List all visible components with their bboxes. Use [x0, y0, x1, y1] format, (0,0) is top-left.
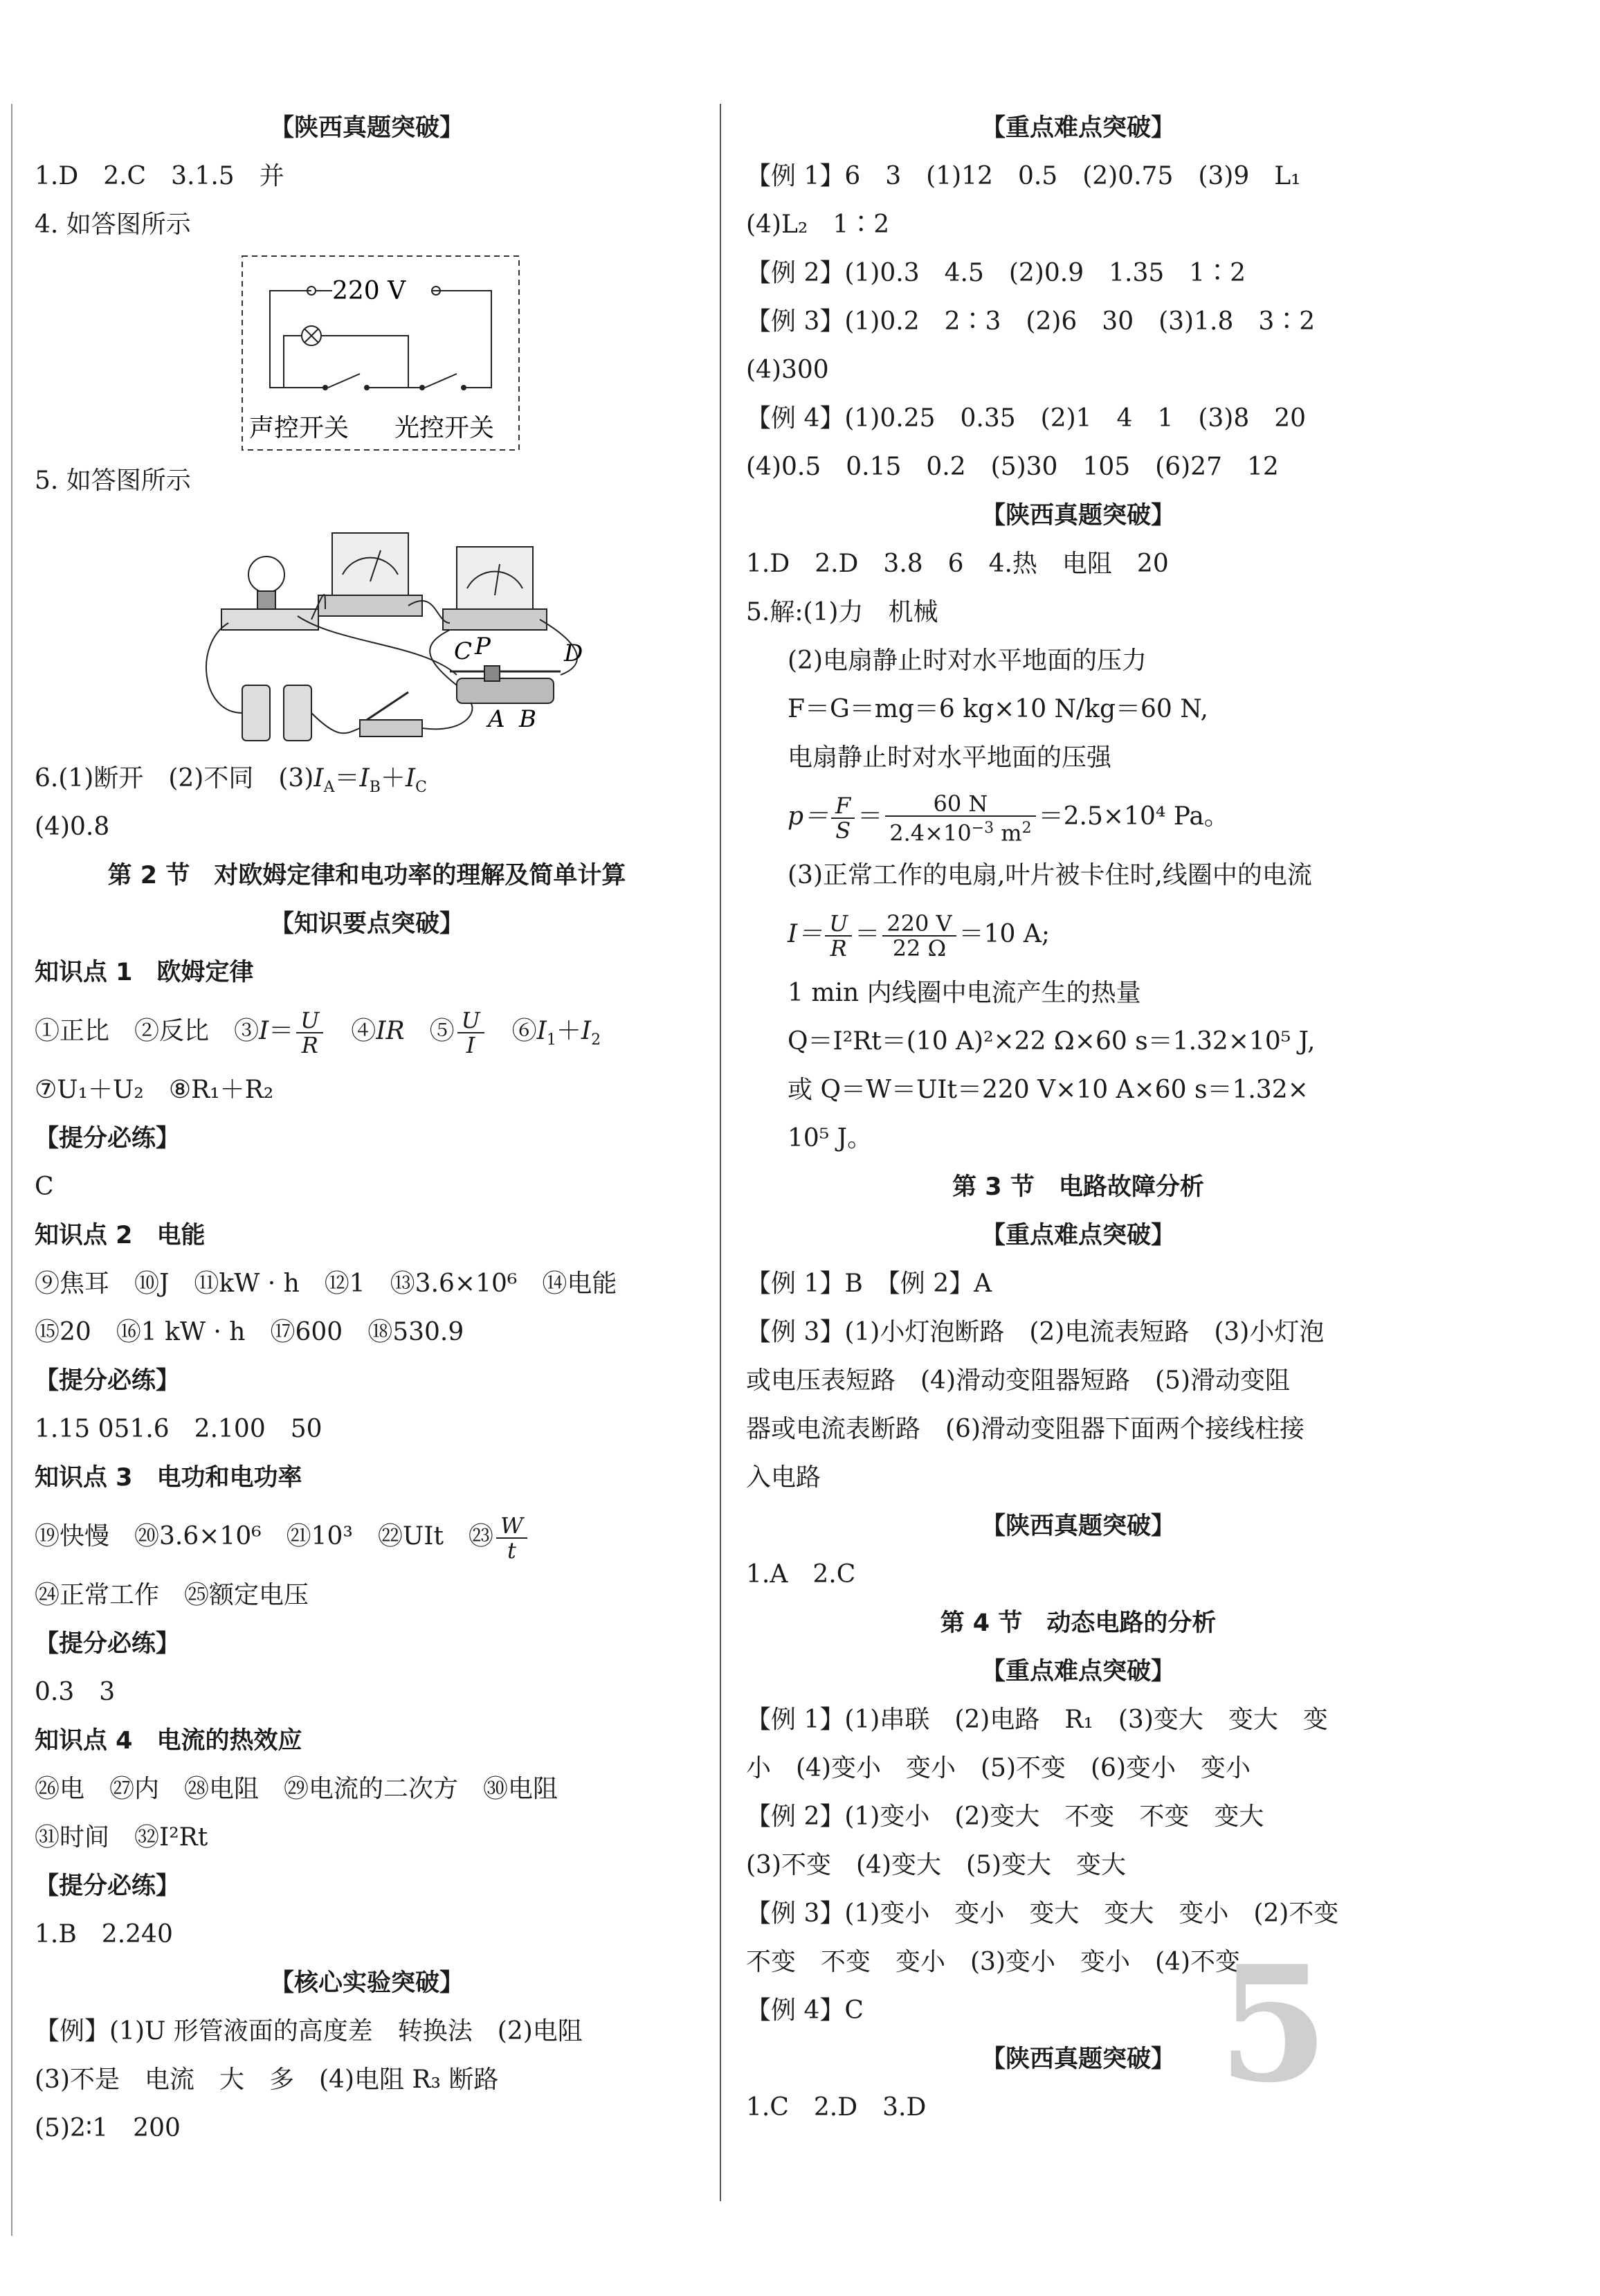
answer-text: 6.(1)断开 (2)不同 (3) — [35, 764, 314, 793]
switch-label-light: 光控开关 — [394, 414, 495, 442]
answer-line: 1.D 2.D 3.8 6 4.热 电阻 20 — [746, 550, 1169, 578]
answer-line: ㉔正常工作 ㉕额定电压 — [35, 1581, 309, 1609]
section-heading: 【重点难点突破】 — [981, 1222, 1175, 1249]
formula-line: p＝ $\frac{F}{S}$ ＝ $\frac{60 N}{2.4\times 10^{-3} m^2}$ ＝2.5×10⁴ Pa。 — [788, 790, 1229, 847]
answer-line: 【例 4】C — [746, 1996, 864, 2025]
page-number: 5 — [1218, 1931, 1329, 2118]
answer-line: (4)300 — [746, 356, 829, 384]
terminal-label-a: A — [488, 705, 505, 733]
answer-line: 【例 3】(1)变小 变小 变大 变大 变小 (2)不变 — [746, 1899, 1339, 1928]
circuit-diagram — [35, 249, 699, 457]
practice-heading: 【提分必练】 — [35, 1367, 181, 1395]
section-heading: 【核心实验突破】 — [269, 1969, 464, 1997]
circuit-figure-switches — [35, 249, 699, 457]
terminal-label-p: P — [475, 633, 491, 660]
answer-line: 1.C 2.D 3.D — [746, 2093, 927, 2122]
answer-line: 1.B 2.240 — [35, 1920, 173, 1949]
answer-line: 1.15 051.6 2.100 50 — [35, 1415, 322, 1443]
chapter-section-title: 第 4 节 动态电路的分析 — [940, 1609, 1217, 1637]
formula-text: I＝ — [788, 920, 823, 948]
answer-line: ⑦U₁＋U₂ ⑧R₁＋R₂ — [35, 1076, 274, 1104]
answer-line: 入电路 — [746, 1463, 821, 1492]
answer-line: ㉛时间 ㉜I²Rt — [35, 1823, 208, 1852]
answer-line: 【例 3】(1)0.2 2∶3 (2)6 30 (3)1.8 3∶2 — [746, 307, 1316, 336]
answer-line: 1 min 内线圈中电流产生的热量 — [788, 979, 1141, 1007]
terminal-label-c: C — [454, 638, 473, 665]
formula-text: ＝10 A; — [958, 920, 1050, 948]
section-heading: 【陕西真题突破】 — [981, 502, 1175, 530]
section-heading: 【陕西真题突破】 — [981, 2045, 1175, 2073]
answer-line: 电扇静止时对水平地面的压强 — [788, 743, 1112, 772]
answer-line: C — [35, 1173, 54, 1201]
formula-line: I＝ $\frac{U}{R}$ ＝ $\frac{220 V}{22 \Omega}$ ＝10 A; — [788, 910, 1050, 961]
answer-line: (3)不变 (4)变大 (5)变大 变大 — [746, 1851, 1126, 1879]
answer-line: 或电压表短路 (4)滑动变阻器短路 (5)滑动变阻 — [746, 1366, 1290, 1395]
section-heading: 【重点难点突破】 — [981, 1658, 1175, 1685]
right-column — [746, 104, 1410, 2132]
answer-line: 器或电流表断路 (6)滑动变阻器下面两个接线柱接 — [746, 1415, 1304, 1443]
answer-line: (4)0.5 0.15 0.2 (5)30 105 (6)27 12 — [746, 453, 1279, 481]
knowledge-point-title: 知识点 1 欧姆定律 — [35, 959, 254, 986]
answer-text: ⑲快慢 ⑳3.6×10⁶ ㉑10³ ㉒UIt ㉓ — [35, 1522, 493, 1551]
answer-line: ⑲快慢 ⑳3.6×10⁶ ㉑10³ ㉒UIt ㉓ $\frac{W}{t}$ — [35, 1502, 699, 1571]
answer-line: 5. 如答图所示 — [35, 467, 191, 495]
answer-line: 【例 1】B 【例 2】A — [746, 1269, 992, 1298]
answer-line: (3)不是 电流 大 多 (4)电阻 R₃ 断路 — [35, 2066, 499, 2094]
answer-line: 1.A 2.C — [746, 1560, 856, 1589]
answer-line: 10⁵ J。 — [788, 1124, 873, 1152]
answer-line: 【例 2】(1)0.3 4.5 (2)0.9 1.35 1∶2 — [746, 259, 1246, 287]
answer-line: F＝G＝mg＝6 kg×10 N/kg＝60 N, — [788, 695, 1208, 723]
knowledge-point-title: 知识点 3 电功和电功率 — [35, 1464, 302, 1492]
answer-line: 【例】(1)U 形管液面的高度差 转换法 (2)电阻 — [35, 2017, 583, 2045]
section-heading: 【知识要点突破】 — [269, 910, 464, 938]
chapter-section-title: 第 3 节 电路故障分析 — [952, 1173, 1204, 1201]
answer-line: ㉖电 ㉗内 ㉘电阻 ㉙电流的二次方 ㉚电阻 — [35, 1775, 558, 1803]
terminal-label-d: D — [564, 640, 583, 667]
answer-line: 【例 1】6 3 (1)12 0.5 (2)0.75 (3)9 L₁ — [746, 162, 1301, 190]
answer-line: 【例 4】(1)0.25 0.35 (2)1 4 1 (3)8 20 — [746, 404, 1307, 433]
chapter-section-title: 第 2 节 对欧姆定律和电功率的理解及简单计算 — [107, 862, 626, 889]
answer-line: 【例 1】(1)串联 (2)电路 R₁ (3)变大 变大 变 — [746, 1706, 1328, 1734]
practice-heading: 【提分必练】 — [35, 1630, 181, 1658]
answer-line: 【例 3】(1)小灯泡断路 (2)电流表短路 (3)小灯泡 — [746, 1318, 1325, 1346]
switch-label-sound: 声控开关 — [249, 414, 349, 442]
answer-line: (5)2∶1 200 — [35, 2114, 181, 2142]
column-divider — [720, 104, 721, 2201]
answer-line: 【例 2】(1)变小 (2)变大 不变 不变 变大 — [746, 1802, 1264, 1831]
practice-heading: 【提分必练】 — [35, 1872, 181, 1900]
section-heading: 【陕西真题突破】 — [981, 1512, 1175, 1540]
answer-line: 或 Q＝W＝UIt＝220 V×10 A×60 s＝1.32× — [788, 1076, 1309, 1104]
section-heading: 【陕西真题突破】 — [269, 114, 464, 142]
practice-heading: 【提分必练】 — [35, 1125, 181, 1152]
answer-line: 1.D 2.C 3.1.5 并 — [35, 162, 284, 190]
answer-line: Q＝I²Rt＝(10 A)²×22 Ω×60 s＝1.32×10⁵ J, — [788, 1027, 1316, 1056]
answer-line: ①正比 ②反比 ③I＝ $\frac{U}{R}$ ④IR ⑤ $\frac{U}{I}$ $⑥I_1+I_2$ — [35, 1007, 601, 1058]
voltage-label: 220 V — [332, 277, 406, 305]
answer-line: 小 (4)变小 变小 (5)不变 (6)变小 变小 — [746, 1754, 1251, 1782]
answer-line: 5.解:(1)力 机械 — [746, 598, 938, 626]
answer-line: 不变 不变 变小 (3)变小 变小 (4)不变 — [746, 1948, 1240, 1976]
answer-text: ①正比 ②反比 ③ — [35, 1017, 260, 1045]
answer-line: 4. 如答图所示 — [35, 210, 191, 239]
answer-line: (2)电扇静止时对水平地面的压力 — [788, 647, 1147, 675]
answer-line: 6.(1)断开 (2)不同 $(3)I_A=I_B+I_C$ — [35, 764, 427, 797]
knowledge-point-title: 知识点 2 电能 — [35, 1222, 206, 1249]
answer-line: ⑨焦耳 ⑩J ⑪kW · h ⑫1 ⑬3.6×10⁶ ⑭电能 — [35, 1269, 617, 1298]
formula-text: p＝ — [788, 802, 829, 831]
circuit-illustration — [35, 505, 699, 754]
knowledge-point-title: 知识点 4 电流的热效应 — [35, 1727, 302, 1755]
answer-line: (4)0.8 — [35, 813, 110, 841]
answer-line: ⑮20 ⑯1 kW · h ⑰600 ⑱530.9 — [35, 1318, 464, 1346]
left-column — [35, 104, 699, 2153]
answer-line: (4)L₂ 1∶2 — [746, 210, 890, 239]
answer-line: 0.3 3 — [35, 1678, 116, 1706]
circuit-figure-rheostat — [35, 505, 699, 754]
answer-line: (3)正常工作的电扇,叶片被卡住时,线圈中的电流 — [788, 861, 1312, 889]
formula-text: ＝2.5×10⁴ Pa。 — [1038, 802, 1229, 831]
section-heading: 【重点难点突破】 — [981, 114, 1175, 142]
left-margin-rule — [11, 104, 12, 2236]
terminal-label-b: B — [519, 705, 536, 733]
